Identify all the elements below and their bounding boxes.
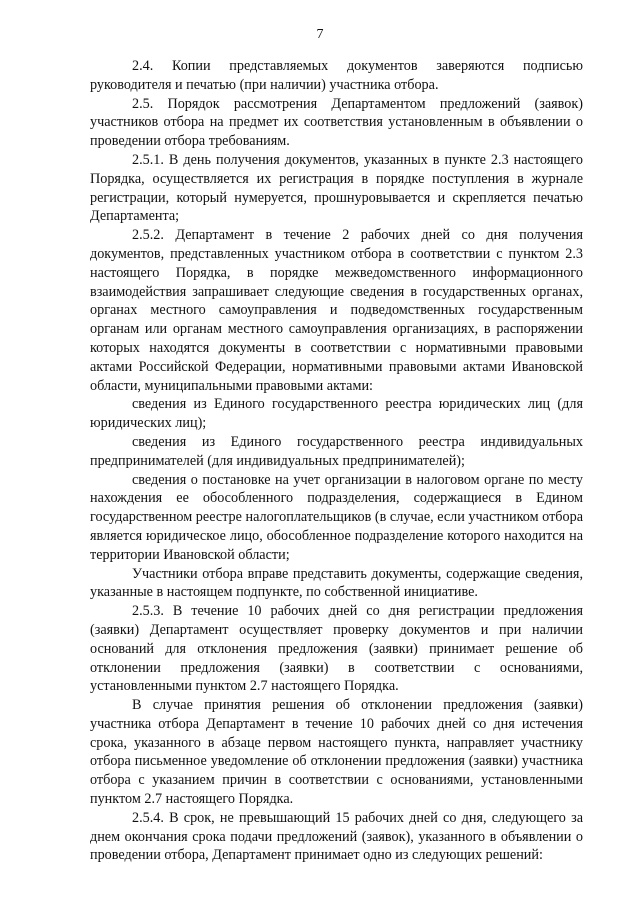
list-item-legal-entities-registry: сведения из Единого государственного реестра юридических лиц (для юридических лиц); (90, 396, 583, 432)
paragraph-2-5-3: 2.5.3. В течение 10 рабочих дней со дня регистрации предложения (заявки) Департамент осуществляет проверку документов и при наличии оснований для отклонения предложения (заявки) принимает решение об отклонении предложения (заявки) в соответствии с основаниями, установленными пунктом 2.7 настоящего Порядка. (90, 603, 583, 695)
paragraph-2-5-1: 2.5.1. В день получения документов, указанных в пункте 2.3 настоящего Порядка, осуществляется их регистрация в порядке поступления в журнале регистрации, который нумеруется, прошнуровывается и скрепляется печатью Департамента; (90, 151, 583, 225)
paragraph-own-initiative: Участники отбора вправе представить документы, содержащие сведения, указанные в настоящем подпункте, по собственной инициативе. (90, 565, 583, 601)
paragraph-2-5-4: 2.5.4. В срок, не превышающий 15 рабочих дней со дня, следующего за днем окончания срока подачи предложений (заявок), указанного в объявлении о проведении отбора, Департамент принимает одно из следующих решений: (90, 809, 583, 864)
paragraph-2-5-2: 2.5.2. Департамент в течение 2 рабочих дней со дня получения документов, представленных участником отбора в соответствии с пунктом 2.3 настоящего Порядка, в порядке межведомственного информационного взаимодействия запрашивает следующие сведения в государственных органах, органах местного самоуправления и подведомственных государственным органам или органам местного самоуправления организациях, в распоряжении которых находятся документы в соответствии с нормативными правовыми актами Российской Федерации, нормативными правовыми актами Ивановской области, муниципальными правовыми актами: (90, 227, 583, 394)
paragraph-2-5: 2.5. Порядок рассмотрения Департаментом предложений (заявок) участников отбора на предмет их соответствия установленным в объявлении о проведении отбора требованиям. (90, 95, 583, 150)
paragraph-rejection-notice: В случае принятия решения об отклонении предложения (заявки) участника отбора Департамент в течение 10 рабочих дней со дня истечения срока, указанного в абзаце первом настоящего пункта, направляет участнику отбора письменное уведомление об отклонении предложения (заявки) участника отбора с указанием причин в соответствии с основаниями, установленными пунктом 2.7 настоящего Порядка. (90, 697, 583, 808)
document-body (90, 57, 583, 865)
page-number: 7 (316, 27, 324, 42)
paragraph-2-4: 2.4. Копии представляемых документов заверяются подписью руководителя и печатью (при наличии) участника отбора. (90, 58, 583, 93)
list-item-tax-registration: сведения о постановке на учет организации в налоговом органе по месту нахождения ее обособленного подразделения, содержащиеся в Едином государственном реестре налогоплательщиков (в случае, если участником отбора является юридическое лицо, обособленное подразделение которого находится на территории Ивановской области; (90, 471, 583, 563)
list-item-entrepreneurs-registry: сведения из Единого государственного реестра индивидуальных предпринимателей (для индивидуальных предпринимателей); (90, 433, 583, 469)
